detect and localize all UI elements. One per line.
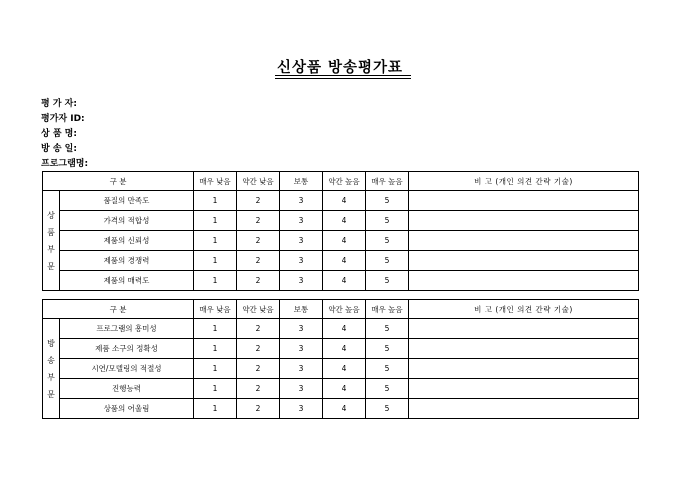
score-option[interactable]: 3 — [280, 319, 323, 339]
note-cell[interactable] — [409, 211, 639, 231]
section-label-char: 품 — [47, 227, 55, 237]
table-row — [43, 339, 639, 359]
item-name: 상품의 어울림 — [60, 399, 194, 419]
rating-header-slightly-high: 약간 높음 — [323, 300, 366, 319]
category-header: 구 분 — [43, 300, 194, 319]
title-underline-double — [275, 78, 411, 79]
score-option[interactable]: 1 — [194, 231, 237, 251]
score-option[interactable]: 4 — [323, 211, 366, 231]
table-row — [43, 359, 639, 379]
score-option[interactable]: 5 — [366, 231, 409, 251]
title-underline — [275, 75, 411, 76]
score-option[interactable]: 3 — [280, 251, 323, 271]
score-option[interactable]: 5 — [366, 211, 409, 231]
table-row — [43, 251, 639, 271]
score-option[interactable]: 2 — [237, 251, 280, 271]
item-name: 가격의 적합성 — [60, 211, 194, 231]
broadcast-evaluation-table — [42, 299, 639, 419]
section-label-char: 부 — [47, 244, 55, 254]
note-cell[interactable] — [409, 231, 639, 251]
score-option[interactable]: 3 — [280, 211, 323, 231]
score-option[interactable]: 4 — [323, 251, 366, 271]
broadcast-date-field[interactable]: 방 송 일: — [41, 144, 77, 154]
score-option[interactable]: 5 — [366, 379, 409, 399]
section-label-broadcast — [43, 319, 60, 419]
rating-header-slightly-high: 약간 높음 — [323, 172, 366, 191]
table-row — [43, 231, 639, 251]
rating-header-very-low: 매우 낮음 — [194, 300, 237, 319]
section-label-product — [43, 191, 60, 291]
score-option[interactable]: 4 — [323, 399, 366, 419]
score-option[interactable]: 4 — [323, 231, 366, 251]
score-option[interactable]: 3 — [280, 359, 323, 379]
note-header: 비 고 (개인 의견 간략 기술) — [409, 300, 639, 319]
item-name: 진행능력 — [60, 379, 194, 399]
rating-header-very-high: 매우 높음 — [366, 300, 409, 319]
page-title: 신상품 방송평가표 — [276, 59, 404, 76]
note-cell[interactable] — [409, 379, 639, 399]
table-header-row — [43, 300, 639, 319]
product-name-field[interactable]: 상 품 명: — [41, 129, 77, 139]
evaluator-info — [41, 97, 88, 172]
section-label-char: 문 — [47, 261, 55, 271]
evaluator-name-field[interactable]: 평 가 자: — [41, 99, 77, 109]
note-cell[interactable] — [409, 191, 639, 211]
score-option[interactable]: 2 — [237, 211, 280, 231]
score-option[interactable]: 4 — [323, 359, 366, 379]
item-name: 제품 소구의 정확성 — [60, 339, 194, 359]
note-cell[interactable] — [409, 271, 639, 291]
score-option[interactable]: 1 — [194, 251, 237, 271]
table-row — [43, 319, 639, 339]
table-row — [43, 379, 639, 399]
score-option[interactable]: 2 — [237, 399, 280, 419]
table-row — [43, 191, 639, 211]
score-option[interactable]: 1 — [194, 211, 237, 231]
score-option[interactable]: 3 — [280, 191, 323, 211]
item-name: 제품의 신뢰성 — [60, 231, 194, 251]
score-option[interactable]: 2 — [237, 359, 280, 379]
item-name: 제품의 매력도 — [60, 271, 194, 291]
item-name: 품질의 만족도 — [60, 191, 194, 211]
score-option[interactable]: 3 — [280, 379, 323, 399]
item-name: 시연/모델링의 적절성 — [60, 359, 194, 379]
product-evaluation-table — [42, 171, 639, 291]
score-option[interactable]: 3 — [280, 231, 323, 251]
note-cell[interactable] — [409, 359, 639, 379]
category-header: 구 분 — [43, 172, 194, 191]
note-cell[interactable] — [409, 251, 639, 271]
score-option[interactable]: 2 — [237, 319, 280, 339]
table-row — [43, 211, 639, 231]
rating-header-very-high: 매우 높음 — [366, 172, 409, 191]
note-cell[interactable] — [409, 399, 639, 419]
score-option[interactable]: 4 — [323, 339, 366, 359]
item-name: 프로그램의 흥미성 — [60, 319, 194, 339]
table-row — [43, 399, 639, 419]
evaluator-id-field[interactable]: 평가자 ID: — [41, 114, 85, 124]
rating-header-very-low: 매우 낮음 — [194, 172, 237, 191]
score-option[interactable]: 5 — [366, 271, 409, 291]
score-option[interactable]: 3 — [280, 271, 323, 291]
score-option[interactable]: 1 — [194, 191, 237, 211]
score-option[interactable]: 1 — [194, 271, 237, 291]
score-option[interactable]: 5 — [366, 399, 409, 419]
program-name-field[interactable]: 프로그램명: — [41, 159, 89, 169]
score-option[interactable]: 1 — [194, 319, 237, 339]
rating-header-average: 보통 — [280, 172, 323, 191]
score-option[interactable]: 3 — [280, 339, 323, 359]
score-option[interactable]: 5 — [366, 359, 409, 379]
score-option[interactable]: 4 — [323, 319, 366, 339]
rating-header-slightly-low: 약간 낮음 — [237, 300, 280, 319]
score-option[interactable]: 1 — [194, 339, 237, 359]
score-option[interactable]: 1 — [194, 399, 237, 419]
score-option[interactable]: 1 — [194, 379, 237, 399]
score-option[interactable]: 4 — [323, 271, 366, 291]
rating-header-slightly-low: 약간 낮음 — [237, 172, 280, 191]
rating-header-average: 보통 — [280, 300, 323, 319]
section-label-char: 부 — [47, 372, 55, 382]
table-row — [43, 271, 639, 291]
section-label-char: 문 — [47, 389, 55, 399]
score-option[interactable]: 3 — [280, 399, 323, 419]
score-option[interactable]: 5 — [366, 251, 409, 271]
score-option[interactable]: 2 — [237, 191, 280, 211]
score-option[interactable]: 1 — [194, 359, 237, 379]
score-option[interactable]: 4 — [323, 191, 366, 211]
note-cell[interactable] — [409, 319, 639, 339]
score-option[interactable]: 5 — [366, 191, 409, 211]
note-cell[interactable] — [409, 339, 639, 359]
score-option[interactable]: 5 — [366, 339, 409, 359]
item-name: 제품의 경쟁력 — [60, 251, 194, 271]
score-option[interactable]: 5 — [366, 319, 409, 339]
score-option[interactable]: 2 — [237, 231, 280, 251]
section-label-char: 방 — [47, 338, 55, 348]
section-label-char: 송 — [47, 355, 55, 365]
score-option[interactable]: 2 — [237, 379, 280, 399]
table-header-row — [43, 172, 639, 191]
score-option[interactable]: 2 — [237, 339, 280, 359]
note-header: 비 고 (개인 의견 간략 기술) — [409, 172, 639, 191]
score-option[interactable]: 2 — [237, 271, 280, 291]
section-label-char: 상 — [47, 210, 55, 220]
score-option[interactable]: 4 — [323, 379, 366, 399]
